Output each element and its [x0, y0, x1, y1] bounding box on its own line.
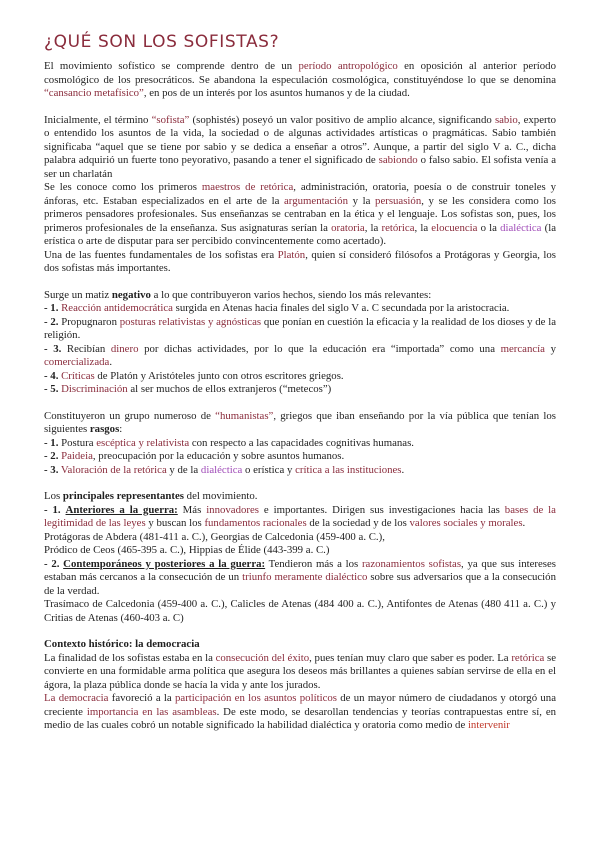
text: . De este modo, se desarollan tendencias y teorías contrapuestas entre sí, en medio de las cuales cobró un notable significado la habilidad dialéctica y oratoria como medio de: [44, 705, 557, 731]
text: de la sociedad y de los: [306, 517, 410, 529]
text: y de la: [166, 463, 201, 476]
highlight: sabiondo: [378, 154, 418, 166]
text: se convierte en una formidable arma política que asegura los deseos más brillantes a quienes sabían servirse de ella en el ágora, la plaza pública donde se hacía la vida y ante los jurados.: [44, 651, 556, 691]
representatives-group-1: [44, 504, 556, 531]
text: Postura: [58, 436, 97, 449]
list-item: [44, 450, 556, 464]
text: del movimiento.: [183, 490, 258, 502]
text: (la erística o arte de disputar para ser percibido convincentemente como acertado).: [44, 221, 557, 247]
text: , administración, oratoria, poesía o de construir toneles y ánforas, etc. Estaban especializados en el arte de la: [44, 181, 557, 207]
list-number: - 3.: [44, 342, 62, 355]
list-number: - 2.: [44, 315, 59, 328]
intro-paragraph: [44, 60, 556, 101]
bold-text: negativo: [111, 288, 151, 301]
highlight: innovadores: [206, 503, 259, 516]
text: :: [119, 423, 123, 435]
spacer: [44, 101, 556, 114]
text: surgida en Atenas hacia finales del siglo V a. C secundada por la aristocracia.: [172, 302, 510, 314]
text: con respecto a las capacidades cognitivas humanas.: [189, 436, 414, 449]
highlight: consecución del éxito: [215, 651, 310, 664]
highlight: oratoria: [331, 221, 365, 234]
text: , la: [364, 221, 382, 234]
text: o falso sabio. El sofista venía a ser un charlatán: [44, 154, 556, 180]
list-number: - 4.: [44, 369, 59, 382]
spacer: [44, 276, 556, 289]
bold-text: rasgos: [89, 423, 120, 435]
highlight: sabio: [494, 113, 518, 126]
text: por dichas actividades, por lo que la educación era “importada” como una: [138, 342, 501, 355]
list-number: - 3.: [44, 463, 59, 476]
text: e importantes. Dirigen sus investigaciones hacia las: [258, 503, 505, 516]
list-number: - 2.: [44, 450, 59, 462]
highlight: “cansancio metafísico”: [44, 87, 144, 99]
names-line: Trasímaco de Calcedonia (459-400 a. C.), Calicles de Atenas (484 400 a. C.), Antifontes de Atenas (480 411 a. C.) y Critias de Atenas (460-403 a. C): [44, 598, 556, 624]
highlight: triunfo meramente dialéctico: [242, 571, 368, 583]
highlight: valores sociales y morales: [409, 517, 523, 529]
text: favoreció a la: [108, 692, 176, 704]
highlight: dialéctica: [200, 463, 243, 476]
highlight: Valoración de la retórica: [60, 463, 167, 476]
bold-text: principales representantes: [62, 490, 184, 502]
text: Constituyeron un grupo numeroso de: [44, 409, 216, 422]
text: , y se les considera como los primeros pensadores profesionales. Sus enseñanzas se centraban en la ética y el lenguaje. Los sofistas son, pues, los primeros profesionales de la enseñanza. Sus asignaturas serían la: [44, 194, 556, 234]
list-number: - 2.: [44, 557, 60, 570]
spacer: [44, 477, 556, 490]
list-item: [44, 370, 556, 384]
text: o erística y: [242, 463, 296, 476]
text: y: [544, 342, 556, 355]
representatives-group-2: [44, 558, 556, 599]
highlight: fundamentos racionales: [204, 517, 307, 529]
text: El movimiento sofístico se comprende dentro de un: [44, 60, 299, 72]
text: y la: [347, 194, 376, 207]
group-label: Contemporáneos y posteriores a la guerra:: [63, 557, 266, 570]
context-heading: Contexto histórico: la democracia: [44, 638, 200, 650]
text: Tendieron más a los: [265, 557, 362, 570]
text: de un mayor número de ciudadanos y otorgó una creciente: [44, 692, 556, 718]
highlight: “sofista”: [151, 113, 190, 126]
highlight: mercancía: [500, 342, 545, 355]
text: , la: [414, 221, 432, 234]
names-line: Pródico de Ceos (465-395 a. C.), Hippias de Élide (443-399 a. C.): [44, 544, 330, 556]
text: (sophistés) poseyó un valor positivo de amplio alcance, significando: [189, 113, 495, 126]
highlight: comercializada: [44, 356, 110, 368]
spacer: [44, 625, 556, 638]
text: a lo que contribuyeron varios hechos, siendo los más relevantes:: [150, 288, 432, 301]
highlight: retórica: [511, 651, 545, 664]
highlight: bases de la legitimidad de las leyes: [44, 503, 556, 529]
list-item: [44, 464, 556, 478]
list-number: - 5.: [44, 383, 59, 395]
highlight: “humanistas”: [215, 409, 274, 422]
text: Surge un matiz: [44, 288, 112, 301]
highlight: participación en los asuntos políticos: [175, 692, 337, 704]
text: y buscan los: [145, 517, 205, 529]
highlight: Discriminación: [61, 383, 128, 395]
highlight: crítica a las instituciones: [295, 463, 402, 476]
text: que ponían en cuestión la eficacia y la realidad de los dioses y de la religión.: [44, 315, 556, 341]
text: Se les conoce como los primeros: [44, 181, 202, 193]
list-item: [44, 437, 556, 451]
list-item: [44, 316, 556, 343]
text: Los: [44, 490, 63, 502]
highlight: retórica: [381, 221, 415, 234]
text: al ser muchos de ellos extranjeros (“metecos”): [127, 383, 332, 395]
highlight: argumentación: [284, 194, 348, 207]
spacer: [44, 397, 556, 410]
text: .: [522, 517, 526, 529]
page-title: ¿QUÉ SON LOS SOFISTAS?: [44, 32, 280, 52]
text: o la: [477, 221, 501, 234]
group-label: Anteriores a la guerra:: [65, 503, 178, 516]
highlight: Críticas: [61, 369, 95, 382]
text: , en pos de un interés por los asuntos humanos y de la ciudad.: [143, 87, 410, 99]
highlight: posturas relativistas y agnósticas: [119, 315, 262, 328]
list-item: [44, 302, 556, 316]
highlight: Reacción antidemocrática: [61, 302, 173, 314]
highlight: razonamientos sofistas: [361, 557, 462, 570]
text: Recibían: [61, 342, 111, 355]
text: en oposición al anterior período cosmológico de los presocráticos. Se abandona la especulación cosmológica, constituyéndose lo que se denomina: [44, 60, 556, 86]
text: La finalidad de los sofistas estaba en la: [44, 651, 216, 664]
text: , quien sí consideró filósofos a Protágoras y Georgia, los dos sofistas más importantes.: [44, 248, 556, 274]
text: , pues tenían muy claro que saber es poder. La: [309, 651, 512, 664]
highlight: importancia en las asambleas: [86, 705, 217, 718]
list-item: [44, 343, 556, 370]
highlight: Paideia: [61, 450, 93, 462]
text: , preocupación por la educación y sobre asuntos humanos.: [92, 450, 345, 462]
text: , griegos que iban enseñando por la vía pública que tenían los siguientes: [44, 409, 556, 435]
highlight: Platón: [277, 248, 306, 261]
list-number: - 1.: [44, 302, 59, 314]
text: de Platón y Aristóteles junto con otros escritores griegos.: [94, 369, 344, 382]
text: Una de las fuentes fundamentales de los sofistas era: [44, 248, 278, 261]
masters-paragraph: [44, 181, 556, 249]
text: Más: [177, 503, 207, 516]
text: .: [401, 463, 405, 476]
list-number: - 1.: [44, 503, 61, 516]
context-paragraph-1: [44, 652, 556, 693]
humanists-intro: [44, 410, 556, 437]
definition-paragraph: [44, 114, 556, 182]
list-item: [44, 383, 556, 397]
highlight: escéptica y relativista: [96, 436, 190, 449]
text: Inicialmente, el término: [44, 113, 152, 126]
text: , ya que sus intereses estaban más cercanos a la consecución de un: [44, 557, 556, 583]
names-line: Protágoras de Abdera (481-411 a. C.), Georgias de Calcedonia (459-400 a. C.),: [44, 530, 385, 543]
text: sobre sus adversarios que a la consecución de la verdad.: [44, 571, 556, 597]
section-heading: [44, 638, 556, 652]
highlight: elocuencia: [431, 221, 478, 234]
context-paragraph-2: [44, 692, 556, 733]
highlight: maestros de retórica: [201, 181, 294, 193]
highlight: intervenir: [467, 719, 510, 731]
highlight: dinero: [110, 342, 139, 355]
highlight: persuasión: [375, 194, 422, 207]
sources-paragraph: [44, 249, 556, 276]
text: Propugnaron: [58, 315, 120, 328]
negative-intro: [44, 289, 556, 303]
highlight: La democracia: [44, 692, 109, 704]
highlight: dialéctica: [500, 221, 542, 234]
representatives-intro: [44, 490, 556, 504]
highlight: período antropológico: [298, 60, 398, 72]
text: , experto o entendido los asuntos de la vida, la sociedad o de algunas actividades artísticas o pragmáticas. Sabio también significaba “aquel que se tiene por sabio y se dedica a enseñar a otros”. Aunque, a partir del siglo V a. C., dicha palabra adquirió un fuerte tono peyorativo, pasando a tener el significado de: [44, 113, 556, 166]
list-number: - 1.: [44, 436, 59, 449]
text: .: [109, 356, 113, 368]
